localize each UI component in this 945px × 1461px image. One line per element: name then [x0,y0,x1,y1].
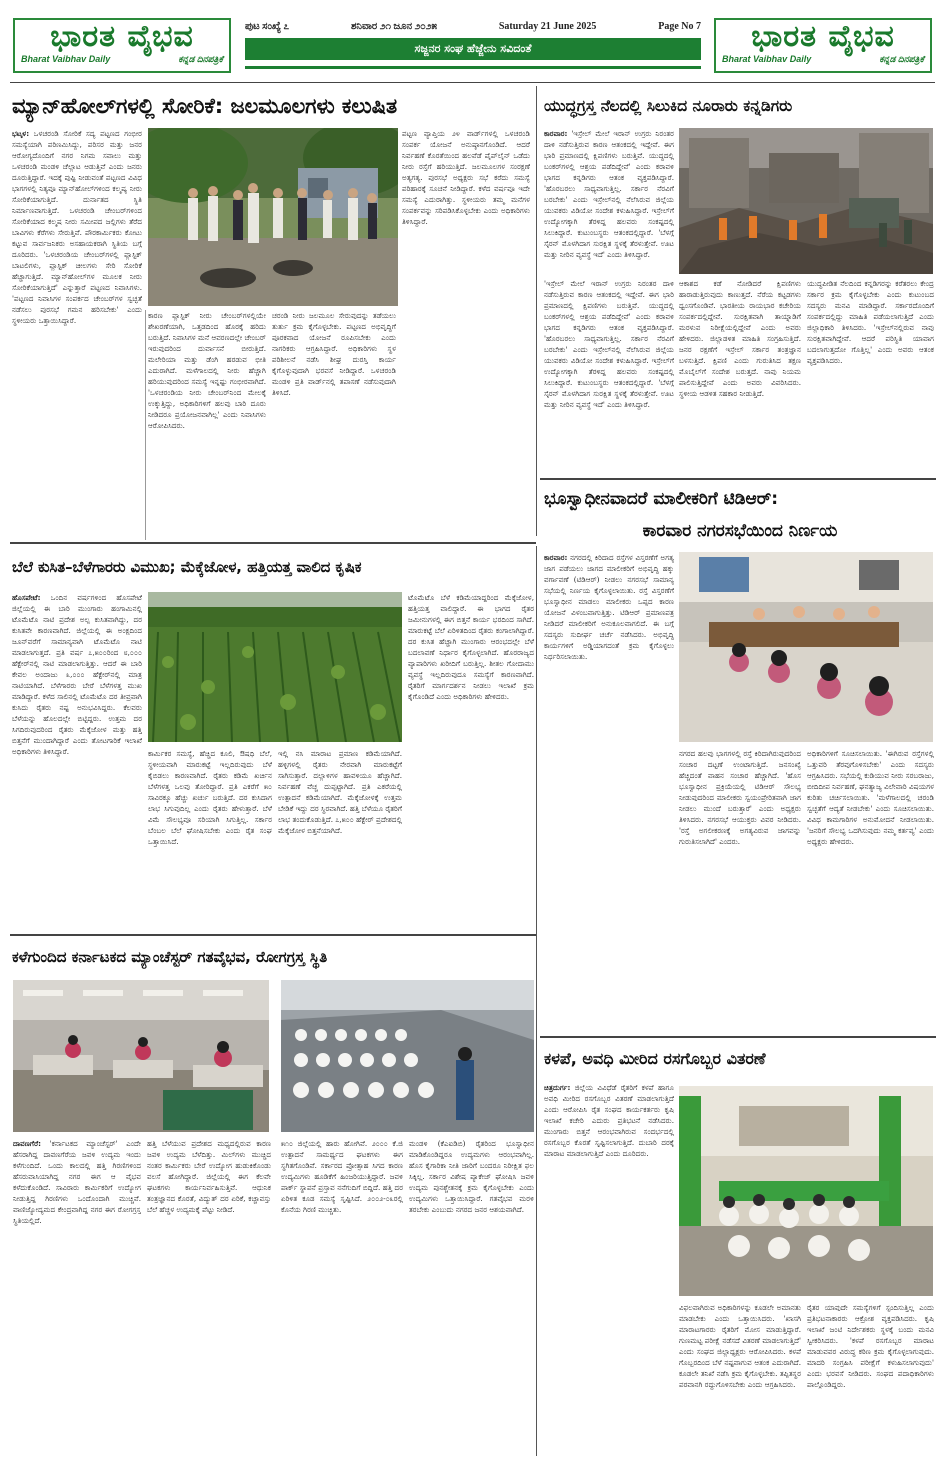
section-rule [10,934,536,936]
article-headline: ಮ್ಯಾನ್‌ಹೋಲ್‌ಗಳಲ್ಲಿ ಸೋರಿಕೆ: ಜಲಮೂಲಗಳು ಕಲುಷಿತ [12,93,398,118]
photo-spinning-mill [281,980,534,1132]
article-body-col2 [679,1302,801,1456]
date-english: Saturday 21 June 2025 [498,20,597,32]
article-dateline: ಕಾರವಾರ: [544,129,568,138]
logo-english: Bharat Vaibhav Daily [722,54,812,64]
article-body-col1 [544,128,674,276]
article-text: ರೈತರ ಯಾವುದೇ ಸಮಸ್ಯೆಗಳಿಗೆ ಸ್ಪಂದಿಸುತ್ತಿಲ್ಲ ಎಂದು ಪ್ರತಿಭಟನಾಕಾರರು ಆಕ್ರೋಶ ವ್ಯಕ್ತಪಡಿಸಿದರು. ಕೃಷಿ ಇಲಾಖೆ ಜಂಟಿ ನಿರ್ದೇಶಕರು ಸ್ಥಳಕ್ಕೆ ಬಂದು ಮನವಿ ಸ್ವೀಕರಿಸಿದರು. 'ಕಳಪೆ ರಸಗೊಬ್ಬರ ಮಾರಾಟ ಮಾಡುವವರ ವಿರುದ್ಧ ಕಠಿಣ ಕ್ರಮ ಕೈಗೊಳ್ಳಲಾಗುವುದು. ಮಾದರಿ ಸಂಗ್ರಹಿಸಿ ಪರೀಕ್ಷೆಗೆ ಕಳುಹಿಸಲಾಗುವುದು' ಎಂದು ಭರವಸೆ ನೀಡಿದರು. ಸಂಘದ ಪದಾಧಿಕಾರಿಗಳು ಪಾಲ್ಗೊಂಡಿದ್ದರು. [807,1303,934,1389]
article-body-col4 [408,592,534,930]
section-rule [10,542,536,544]
section-rule [540,478,936,480]
logo-kannada: ಕನ್ನಡ ದಿನಪತ್ರಿಕೆ [879,54,924,64]
manhole-street-photo [148,128,398,306]
article-headline: ಕಳೆಗುಂದಿದ ಕರ್ನಾಟಕದ ಮ್ಯಾಂಚೆಸ್ಟರ್ ಗತವೈಭವ, ರೋಗಗ್ರಸ್ತ ಸ್ಥಿತಿ [12,948,328,966]
article-text: ಆಕಾಶದ ಕಡೆ ನೋಡಿದರೆ ಕ್ಷಿಪಣಿಗಳು ಹಾರಾಡುತ್ತಿರುವುದು ಕಾಣುತ್ತದೆ. ನೆರೆಯ ಕಟ್ಟಡಗಳು ಧ್ವಂಸಗೊಂಡಿವೆ. ಭಾರತೀಯ ರಾಯಭಾರ ಕಚೇರಿಯ ಸಂಪರ್ಕದಲ್ಲಿದ್ದೇವೆ. ಸುರಕ್ಷಿತವಾಗಿ ತಾಯ್ನಾಡಿಗೆ ಮರಳುವ ನಿರೀಕ್ಷೆಯಲ್ಲಿದ್ದೇವೆ ಎಂದು ಅವರು ಹೇಳಿದರು. ಜಿಲ್ಲಾಡಳಿತ ಮಾಹಿತಿ ಸಂಗ್ರಹಿಸುತ್ತಿದೆ. [679,279,801,343]
article-dateline: ಭಟ್ಕಳ: [12,129,30,138]
article-text: ನಗರದಲ್ಲಿ ಕಿರಿದಾದ ರಸ್ತೆಗಳ ವಿಸ್ತರಣೆಗೆ ಅಗತ್ಯ ಜಾಗ ಪಡೆಯಲು ಜಾಗದ ಮಾಲೀಕರಿಗೆ ಅಭಿವೃದ್ಧಿ ಹಕ್ಕು ವರ್ಗಾವಣೆ (ಟಿಡಿಆರ್) ನೀಡಲು ನಗರಸಭೆ ಸಾಮಾನ್ಯ ಸಭೆಯಲ್ಲಿ ನಿರ್ಣಯ ಕೈಗೊಳ್ಳಲಾಯಿತು. ರಸ್ತೆ ವಿಸ್ತರಣೆಗೆ ಭೂಸ್ವಾಧೀನ ಮಾಡಲು ಮಾಲೀಕರು ಒಪ್ಪದ ಕಾರಣ ಯೋಜನೆ ವಿಳಂಬವಾಗುತ್ತಿತ್ತು. ಟಿಡಿಆರ್ ಪ್ರಮಾಣಪತ್ರ ನೀಡಿದರೆ ಮಾಲೀಕರಿಗೆ ಅನುಕೂಲವಾಗಲಿದೆ. ಈ ಬಗ್ಗೆ ಸದಸ್ಯರು ಸುದೀರ್ಘ ಚರ್ಚೆ ನಡೆಸಿದರು. ಅಭಿವೃದ್ಧಿ ಕಾರ್ಯಗಳಿಗೆ ಅಡ್ಡಿಯಾಗದಂತೆ ಕ್ರಮ ಕೈಗೊಳ್ಳಲು ನಿರ್ಧರಿಸಲಾಯಿತು. [544,553,674,661]
article-text: ಹತ್ತಿ ಬೆಳೆಯುವ ಪ್ರದೇಶದ ಮಧ್ಯದಲ್ಲಿರುವ ಕಾರಣ ಜವಳಿ ಉದ್ಯಮ ಬೆಳೆದಿತ್ತು. ಮಿಲ್‌ಗಳು ಮುಚ್ಚಿದ ನಂತರ ಕಾರ್ಮಿಕರು ಬೇರೆ ಉದ್ಯೋಗ ಹುಡುಕಿಕೊಂಡು ವಲಸೆ ಹೋಗಿದ್ದಾರೆ. ಜಿಲ್ಲೆಯಲ್ಲಿ ಈಗ ಕೆಲವೇ ಘಟಕಗಳು ಕಾರ್ಯನಿರ್ವಹಿಸುತ್ತಿವೆ. ಆಧುನಿಕ ತಂತ್ರಜ್ಞಾನದ ಕೊರತೆ, ವಿದ್ಯುತ್ ದರ ಏರಿಕೆ, ಕಚ್ಚಾವಸ್ತು ಬೆಲೆ ಹೆಚ್ಚಳ ಉದ್ಯಮಕ್ಕೆ ಪೆಟ್ಟು ನೀಡಿದೆ. [147,1139,271,1214]
article-subheadline: ಕಾರವಾರ ನಗರಸಭೆಯಿಂದ ನಿರ್ಣಯ [642,521,838,541]
page-number-kannada: ಪುಟ ಸಂಖ್ಯೆ ೭ [245,20,290,32]
article-text: ಅಧಿಕಾರಿಗಳಿಗೆ ಸೂಚಿಸಲಾಯಿತು. 'ಈಗಿರುವ ರಸ್ತೆಗಳಲ್ಲಿ ಒತ್ತುವರಿ ತೆರವುಗೊಳಿಸಬೇಕು' ಎಂದು ಸದಸ್ಯರು ಆಗ್ರಹಿಸಿದರು. ಸಭೆಯಲ್ಲಿ ಕುಡಿಯುವ ನೀರು ಸರಬರಾಜು, ಬೀದಿದೀಪ ನಿರ್ವಹಣೆ, ಘನತ್ಯಾಜ್ಯ ವಿಲೇವಾರಿ ವಿಷಯಗಳ ಕುರಿತು ಚರ್ಚಿಸಲಾಯಿತು. 'ಮಳೆಗಾಲದಲ್ಲಿ ಚರಂಡಿ ಸ್ವಚ್ಛತೆಗೆ ಆದ್ಯತೆ ನೀಡಬೇಕು' ಎಂದು ಸೂಚಿಸಲಾಯಿತು. ವಿವಿಧ ಕಾಮಗಾರಿಗಳ ಅನುಮೋದನೆ ನೀಡಲಾಯಿತು. 'ಜನರಿಗೆ ಸೌಲಭ್ಯ ಒದಗಿಸುವುದು ನಮ್ಮ ಕರ್ತವ್ಯ' ಎಂದು ಅಧ್ಯಕ್ಷರು ಹೇಳಿದರು. [807,749,934,846]
article-text: ಜನರ ರಕ್ಷಣೆಗೆ ಇಸ್ರೇಲ್ ಸರ್ಕಾರ ತಂತ್ರಜ್ಞಾನ ಬಳಸುತ್ತಿದೆ. ಕ್ಷಿಪಣಿ ಎಂದು ಗುರುತಿಸಿದ ತಕ್ಷಣ ಮೊಬೈಲ್‌ಗೆ ಸಂದೇಶ ಬರುತ್ತದೆ. ನಾವು ನಿಯಮ ಪಾಲಿಸುತ್ತಿದ್ದೇವೆ ಎಂದು ಅವರು ವಿವರಿಸಿದರು. ಸ್ಥಳೀಯ ಆಡಳಿತ ಸಹಕಾರ ನೀಡುತ್ತಿದೆ. [679,345,801,398]
article-body-col3 [807,1302,934,1456]
article-text: ಇಲ್ಲಿ ನಸಿ ಮಾರಾಟ ಪ್ರಮಾಣ ಕಡಿಮೆಯಾಗಿದೆ. ಹಳ್ಳಿಗಳಲ್ಲಿ ರೈತರು ನೇರವಾಗಿ ಮಾರುಕಟ್ಟೆಗೆ ಸಾಗಿಸುತ್ತಾರೆ. ದಲ್ಲಾಳಿಗಳ ಹಾವಳಿಯೂ ಹೆಚ್ಚಾಗಿದೆ. ನಿರ್ವಹಣೆ ವೆಚ್ಚ ದುಪ್ಪಟ್ಟಾಗಿದೆ. ಪ್ರತಿ ಎಕರೆಯಲ್ಲಿ ಉತ್ಪಾದನೆ ಕಡಿಮೆಯಾಗಿದೆ. ಮೆಕ್ಕೆಜೋಳಕ್ಕೆ ಉತ್ತಮ ಬೇಡಿಕೆ ಇದ್ದು ದರ ಸ್ಥಿರವಾಗಿದೆ. ಹತ್ತಿ ಬೆಳೆಯೂ ರೈತರಿಗೆ ಲಾಭ ತಂದುಕೊಡುತ್ತಿದೆ. ೭,೫೦೦ ಹೆಕ್ಟೇರ್ ಪ್ರದೇಶದಲ್ಲಿ ಮೆಕ್ಕೆಜೋಳ ಬಿತ್ತನೆಯಾಗಿದೆ. [278,749,402,835]
column-divider [145,310,146,540]
crop-field-photo [148,592,402,742]
article-headline: ಭೂಸ್ವಾಧೀನವಾದರೆ ಮಾಲೀಕರಿಗೆ ಟಿಡಿಆರ್: [544,489,778,509]
masthead-bottom-rule [10,82,935,83]
article-body-col3 [281,1138,403,1456]
date-strip [245,18,701,34]
article-body-col2 [147,1138,271,1456]
photo-garment-factory [13,980,269,1132]
council-meeting-photo [679,552,933,742]
article-text: 'ಇಸ್ರೇಲ್ ಮೇಲೆ ಇರಾನ್ ಉಗ್ರರು ನಿರಂತರ ದಾಳಿ ನಡೆಸುತ್ತಿರುವ ಕಾರಣ ಆತಂಕದಲ್ಲಿ ಇದ್ದೇವೆ. ಈಗ ಭಾರಿ ಪ್ರಮಾಣದಲ್ಲಿ ಕ್ಷಿಪಣಿಗಳು ಬರುತ್ತಿವೆ. ಯುದ್ಧದಲ್ಲಿ ಬಂಕರ್‌ಗಳಲ್ಲಿ ಆಶ್ರಯ ಪಡೆದಿದ್ದೇವೆ' ಎಂದು ಕರಾವಳಿ ಭಾಗದ ಕನ್ನಡಿಗರು ಆತಂಕ ವ್ಯಕ್ತಪಡಿಸಿದ್ದಾರೆ. 'ಹೊರಬರಲು ಸಾಧ್ಯವಾಗುತ್ತಿಲ್ಲ. ಸರ್ಕಾರ ನೆರವಿಗೆ ಬರಬೇಕು' ಎಂದು ಇಸ್ರೇಲ್‌ನಲ್ಲಿ ನೆಲೆಸಿರುವ ಜಿಲ್ಲೆಯ ಯುವಕರು ವಿಡಿಯೋ ಸಂದೇಶ ಕಳುಹಿಸಿದ್ದಾರೆ. ಇಸ್ರೇಲ್‌ಗೆ ಉದ್ಯೋಗಕ್ಕಾಗಿ ತೆರಳಿದ್ದ ಹಲವರು ಸಂಕಷ್ಟದಲ್ಲಿ ಸಿಲುಕಿದ್ದಾರೆ. ಕುಟುಂಬಸ್ಥರು ಆತಂಕದಲ್ಲಿದ್ದಾರೆ. 'ಬೆಳಗ್ಗೆ ಸೈರನ್ ಮೊಳಗಿದಾಗ ಸುರಕ್ಷಿತ ಸ್ಥಳಕ್ಕೆ ತೆರಳುತ್ತೇವೆ. ಊಟ ಮತ್ತು ನೀರಿನ ವ್ಯವಸ್ಥೆ ಇದೆ' ಎಂದು ತಿಳಿಸಿದ್ದಾರೆ. [544,129,674,259]
war-rubble-photo [679,128,933,274]
farmers-protest-photo [679,1086,933,1296]
photo-manhole [148,128,398,306]
article-text: ಮಂಡಳಿ (ಕೆಎಐಡಿಬಿ) ರೈತರಿಂದ ಭೂಸ್ವಾಧೀನ ಮಾಡಿಕೊಂಡಿದ್ದರೂ ಉದ್ಯಮಗಳು ಆರಂಭವಾಗಿಲ್ಲ. ಹೊಸ ಕೈಗಾರಿಕಾ ನೀತಿ ಜಾರಿಗೆ ಬಂದರೂ ನಿರೀಕ್ಷಿತ ಫಲ ಸಿಕ್ಕಿಲ್ಲ. ಸರ್ಕಾರ ವಿಶೇಷ ಪ್ಯಾಕೇಜ್ ಘೋಷಿಸಿ ಜವಳಿ ಉದ್ಯಮ ಪುನಶ್ಚೇತನಕ್ಕೆ ಕ್ರಮ ಕೈಗೊಳ್ಳಬೇಕು ಎಂದು ಉದ್ಯಮಿಗಳು ಒತ್ತಾಯಿಸಿದ್ದಾರೆ. ಗತವೈಭವ ಮರಳಿ ತರಬೇಕು ಎಂಬುದು ನಗರದ ಜನರ ಆಶಯವಾಗಿದೆ. [409,1139,534,1214]
article-headline: ಬೆಲೆ ಕುಸಿತ–ಬೆಳೆಗಾರರು ವಿಮುಖ; ಮೆಕ್ಕೆಜೋಳ, ಹತ್ತಿಯತ್ತ ವಾಲಿದ ಕೃಷಿಕ [12,558,362,576]
photo-farmers-protest [679,1086,933,1296]
masthead-rule [245,66,701,69]
spinning-mill-photo [281,980,534,1132]
article-body-col1 [13,1138,141,1456]
masthead-logo-left [13,18,231,73]
section-divider [536,546,537,1456]
article-text: ಚರಂಡಿ ನೀರು ಜಲಮೂಲ ಸೇರುವುದನ್ನು ತಡೆಯಲು ತುರ್ತು ಕ್ರಮ ಕೈಗೊಳ್ಳಬೇಕು. ಪಟ್ಟಣದ ಅಭಿವೃದ್ಧಿಗೆ ಪೂರಕವಾದ ಯೋಜನೆ ರೂಪಿಸಬೇಕು ಎಂದು ನಾಗರಿಕರು ಆಗ್ರಹಿಸಿದ್ದಾರೆ. ಅಧಿಕಾರಿಗಳು ಸ್ಥಳ ಪರಿಶೀಲನೆ ನಡೆಸಿ ಶೀಘ್ರ ದುರಸ್ತಿ ಕಾರ್ಯ ಕೈಗೊಳ್ಳುವುದಾಗಿ ಭರವಸೆ ನೀಡಿದ್ದಾರೆ. ಒಳಚರಂಡಿ ಮಂಡಳಿ ಪ್ರತಿ ವಾರ್ಡ್‌ನಲ್ಲಿ ತಪಾಸಣೆ ನಡೆಸುವುದಾಗಿ ತಿಳಿಸಿದೆ. [272,311,396,397]
article-dateline: ಚಿತ್ರದುರ್ಗ: [544,1083,571,1092]
section-divider [536,86,537,536]
article-body-col3 [278,748,402,930]
article-body-col1 [12,592,142,930]
article-body-col2 [148,310,266,540]
article-text: ಒಳಚರಂಡಿ ಸೋರಿಕೆ ಸದ್ಯ ಪಟ್ಟಣದ ಗಂಭೀರ ಸಮಸ್ಯೆಯಾಗಿ ಪರಿಣಮಿಸಿದ್ದು, ಪರಿಸರ ಮತ್ತು ಜನರ ಆರೋಗ್ಯದೊಂದಿಗೆ ನಗರ ನಿಗಮ ಸವಾಲು ಮತ್ತು ಒಳಚರಂಡಿ ಮಂಡಳಿ ಚೆಲ್ಲಾಟ ಆಡುತ್ತಿವೆ ಎಂದು ಜನರು ದೂರುತ್ತಿದ್ದಾರೆ. ಇದಕ್ಕೆ ಪುಷ್ಟಿ ನೀಡುವಂತೆ ಪಟ್ಟಣದ ವಿವಿಧ ಭಾಗಗಳಲ್ಲಿ ನಿತ್ಯವೂ ಮ್ಯಾನ್‌ಹೋಲ್‌ಗಳಿಂದ ಕಲ್ಮಷ್ಯ ನೀರು ಸೋರಿಕೆಯಾಗುತ್ತಿದೆ. ದುರ್ನಾತದ ಸ್ಥಿತಿ ನಿರ್ಮಾಣವಾಗುತ್ತಿದೆ. ಒಳಚರಂಡಿ ಚೇಂಬರ್‌ಗಳಿಂದ ಸೋರಿಕೆಯಾದ ಕಲ್ಮಷ ನೀರು ಸಮೀಪದ ಜಲ್ಲಿಗಳು ತೆರೆದ ಬಾವಿಗಳು ಕೆರೆಗಳು ಸೇರುತ್ತಿವೆ. ಪೌರಕಾರ್ಮಿಕರು ಕೋಟು ಕಟ್ಟುವ ಸಾರ್ವಜನಿಕರು ಅಸಹಾಯಕರಾಗಿ ಸ್ಥಿತಿಯ ಬಗ್ಗೆ ದೂರಿದರು. 'ಒಳಚರಂಡಿಯ ಚೇಂಬರ್‌ಗಳಲ್ಲಿ ಪ್ಲಾಸ್ಟಿಕ್ ಬಾಟಲಿಗಳು, ಪ್ಲಾಸ್ಟಿಕ್ ಚೀಲಗಳು ಸೇರಿ ಸೋರಿಕೆ ಹೆಚ್ಚಾಗುತ್ತಿದೆ. ಮ್ಯಾನ್‌ಹೋಲ್‌ಗಳ ಮೂಲಕ ನೀರು ಸೋರಿಕೆಯಾಗುತ್ತಿದೆ' ಎನ್ನುತ್ತಾರೆ ಪಟ್ಟಣದ ನಿವಾಸಿಗಳು. 'ಪಟ್ಟಣದ ನಿವಾಸಿಗಳ ಸಂಪರ್ಕದ ಚೇಂಬರ್‌ಗಳ ಸ್ವಚ್ಛತೆ ನಡೆಸಲು ಪುರಸಭೆ ಗಮನ ಹರಿಸಬೇಕು' ಎಂದು ಸ್ಥಳೀಯರು ಒತ್ತಾಯಿಸಿದ್ದಾರೆ. [12,129,142,325]
masthead-logo-right [714,18,932,73]
logo-title: ಭಾರತ ವೈಭವ [50,19,194,54]
masthead-tagline [245,38,701,60]
photo-council-meeting [679,552,933,742]
article-text: ಟೊಮೆಟೊ ಬೆಳೆ ಕಡಿಮೆಯಾದ್ದರಿಂದ ಮೆಕ್ಕೆಜೋಳ, ಹತ್ತಿಯತ್ತ ವಾಲಿದ್ದಾರೆ. ಈ ಭಾಗದ ರೈತರ ಜಮೀನುಗಳಲ್ಲಿ ಈಗ ಬಿತ್ತನೆ ಕಾರ್ಯ ಭರದಿಂದ ಸಾಗಿದೆ. ಮಾರುಕಟ್ಟೆ ಬೆಲೆ ಏರಿಳಿತದಿಂದ ರೈತರು ಕಂಗಾಲಾಗಿದ್ದಾರೆ. ದರ ಕುಸಿತ ಹೆಚ್ಚಾಗಿ ಮುಂಗಾರು ಆರಂಭದಲ್ಲೇ ಬೆಳೆ ಬದಲಾವಣೆ ನಿರ್ಧಾರ ಕೈಗೊಳ್ಳಲಾಗಿದೆ. ಹೊರರಾಜ್ಯದ ವ್ಯಾಪಾರಿಗಳು ಖರೀದಿಗೆ ಬರುತ್ತಿಲ್ಲ. ಶೀತಲ ಗೋದಾಮು ವ್ಯವಸ್ಥೆ ಇಲ್ಲದಿರುವುದೂ ಸಮಸ್ಯೆಗೆ ಕಾರಣವಾಗಿದೆ. ರೈತರಿಗೆ ಮಾರ್ಗದರ್ಶನ ನೀಡಲು ಇಲಾಖೆ ಕ್ರಮ ಕೈಗೊಂಡಿದೆ ಎಂದು ಅಧಿಕಾರಿಗಳು ಹೇಳಿದರು. [408,593,534,701]
article-text: ಒಂದಿನ ವರ್ಷಗಳಿಂದ ಹೊಸಪೇಟೆ ಜಿಲ್ಲೆಯಲ್ಲಿ ಈ ಬಾರಿ ಮುಂಗಾರು ಹಂಗಾಮಿನಲ್ಲಿ ಟೊಮೆಟೊ ನಾಟಿ ಪ್ರದೇಶ ಅಲ್ಪ ಕುಸಿತವಾಗಿದ್ದು, ದರ ಕುಸಿತವೇ ಕಾರಣವಾಗಿದೆ. ಜಿಲ್ಲೆಯಲ್ಲಿ ಈ ಅಂಕ್ಷದಿಂದ ಜೂನ್‌ವರೆಗೆ ಸಾಮಾನ್ಯವಾಗಿ ಟೊಮೆಟೊ ನಾಟಿ ಮಾಡಲಾಗುತ್ತದೆ. ಪ್ರತಿ ವರ್ಷ ೭,೫೦೦ರಿಂದ ೮,೦೦೦ ಹೆಕ್ಟೇರ್‌ನಲ್ಲಿ ನಾಟಿ ಮಾಡಲಾಗುತ್ತಿತ್ತು. ಆದರೆ ಈ ಬಾರಿ ಕೇವಲ ಅಂದಾಜು ೩,೦೦೦ ಹೆಕ್ಟೇರ್‌ನಲ್ಲಿ ಮಾತ್ರ ನಾಟಿಯಾಗಿದೆ. ಬೆಳೆಗಾರರು ಬೇರೆ ಬೆಳೆಗಳತ್ತ ಮುಖ ಮಾಡಿದ್ದಾರೆ. ಕಳೆದ ಸಾಲಿನಲ್ಲಿ ಟೊಮೆಟೊ ದರ ತೀವ್ರವಾಗಿ ಕುಸಿದು ರೈತರು ನಷ್ಟ ಅನುಭವಿಸಿದ್ದರು. ಕೆಲವರು ಬೆಳೆಯನ್ನು ಹೊಲದಲ್ಲೇ ಬಿಟ್ಟಿದ್ದರು. ಉತ್ತಮ ದರ ಸಿಗದಿರುವುದರಿಂದ ರೈತರು ಮೆಕ್ಕೆಜೋಳ ಮತ್ತು ಹತ್ತಿ ಬಿತ್ತನೆಗೆ ಮುಂದಾಗಿದ್ದಾರೆ ಎಂದು ತೋಟಗಾರಿಕೆ ಇಲಾಖೆ ಅಧಿಕಾರಿಗಳು ತಿಳಿಸಿದ್ದಾರೆ. [12,593,142,756]
article-body-col3 [807,748,934,940]
article-body-col1 [544,1082,674,1456]
article-text: ೫೧೦ ಜಿಲ್ಲೆಯಲ್ಲಿ ಹಾರು ಹೋಗಿವೆ. ೨೦೦೦ ಕೆ.ಜಿ ಉತ್ಪಾದನೆ ಸಾಮರ್ಥ್ಯದ ಘಟಕಗಳು ಈಗ ಸ್ಥಗಿತಗೊಂಡಿವೆ. ಸರ್ಕಾರದ ಪ್ರೋತ್ಸಾಹ ಸಿಗದ ಕಾರಣ ಉದ್ಯಮಿಗಳು ಹೂಡಿಕೆಗೆ ಹಿಂಜರಿಯುತ್ತಿದ್ದಾರೆ. ಜವಳಿ ಪಾರ್ಕ್ ಸ್ಥಾಪನೆ ಪ್ರಸ್ತಾವ ನನೆಗುದಿಗೆ ಬಿದ್ದಿದೆ. ಹತ್ತಿ ದರ ಏರಿಳಿತ ಕೂಡ ಸಮಸ್ಯೆ ಸೃಷ್ಟಿಸಿದೆ. ೨೦೦೨-೦೩ರಲ್ಲಿ ಕೊನೆಯ ಗಿರಣಿ ಮುಚ್ಚಿತು. [281,1139,403,1214]
logo-english: Bharat Vaibhav Daily [21,54,111,64]
article-dateline: ದಾವಣಗೆರೆ: [13,1139,42,1148]
article-dateline: ಕಾರವಾರ: [544,553,568,562]
garment-factory-photo [13,980,269,1132]
article-text: ಜಿಲ್ಲೆಯ ವಿವಿಧೆಡೆ ರೈತರಿಗೆ ಕಳಪೆ ಹಾಗೂ ಅವಧಿ ಮೀರಿದ ರಸಗೊಬ್ಬರ ವಿತರಣೆ ಮಾಡಲಾಗುತ್ತಿದೆ ಎಂದು ಆರೋಪಿಸಿ ರೈತ ಸಂಘದ ಕಾರ್ಯಕರ್ತರು ಕೃಷಿ ಇಲಾಖೆ ಕಚೇರಿ ಎದುರು ಪ್ರತಿಭಟನೆ ನಡೆಸಿದರು. ಮುಂಗಾರು ಬಿತ್ತನೆ ಆರಂಭವಾಗಿರುವ ಸಂದರ್ಭದಲ್ಲಿ ರಸಗೊಬ್ಬರ ಕೊರತೆ ಸೃಷ್ಟಿಸಲಾಗುತ್ತಿದೆ. ದುಬಾರಿ ದರಕ್ಕೆ ಮಾರಾಟ ಮಾಡಲಾಗುತ್ತಿದೆ ಎಂದು ದೂರಿದರು. [544,1083,674,1158]
logo-title: ಭಾರತ ವೈಭವ [751,19,895,54]
article-body-col4 [409,1138,534,1456]
article-headline: ಯುದ್ಧಗ್ರಸ್ತ ನೆಲದಲ್ಲಿ ಸಿಲುಕಿದ ನೂರಾರು ಕನ್ನಡಿಗರು [544,96,793,115]
article-text: ವಿಫಲವಾಗಿರುವ ಅಧಿಕಾರಿಗಳನ್ನು ಕೂಡಲೇ ಅಮಾನತು ಮಾಡಬೇಕು ಎಂದು ಒತ್ತಾಯಿಸಿದರು. 'ಖಾಸಗಿ ಮಾರಾಟಗಾರರು ರೈತರಿಗೆ ಮೋಸ ಮಾಡುತ್ತಿದ್ದಾರೆ. ಗುಣಮಟ್ಟ ಪರೀಕ್ಷೆ ನಡೆಸದೆ ವಿತರಣೆ ಮಾಡಲಾಗುತ್ತಿದೆ' ಎಂದು ಸಂಘದ ಜಿಲ್ಲಾಧ್ಯಕ್ಷರು ಆರೋಪಿಸಿದರು. ಕಳಪೆ ಗೊಬ್ಬರದಿಂದ ಬೆಳೆ ನಷ್ಟವಾಗುವ ಆತಂಕ ಎದುರಾಗಿದೆ. ಕೂಡಲೇ ತನಿಖೆ ನಡೆಸಿ ಕ್ರಮ ಕೈಗೊಳ್ಳಬೇಕು. ತಪ್ಪಿತಸ್ಥರ ಪರವಾನಗಿ ರದ್ದುಗೊಳಿಸಬೇಕು ಎಂದು ಆಗ್ರಹಿಸಿದರು. [679,1303,801,1389]
logo-kannada: ಕನ್ನಡ ದಿನಪತ್ರಿಕೆ [178,54,223,64]
article-body-col4 [402,128,530,540]
article-body-col2 [148,748,272,930]
article-text: ಪಟ್ಟಣ ವ್ಯಾಪ್ತಿಯ ೨೪ ವಾರ್ಡ್‌ಗಳಲ್ಲಿ ಒಳಚರಂಡಿ ಸಂಪರ್ಕ ಯೋಜನೆ ಅನುಷ್ಠಾನಗೊಂಡಿದೆ. ಆದರೆ ನಿರ್ವಹಣೆ ಕೊರತೆಯಿಂದ ಹಲವೆಡೆ ಪೈಪ್‌ಲೈನ್ ಒಡೆದು ನೀರು ರಸ್ತೆಗೆ ಹರಿಯುತ್ತಿದೆ. ಜಲಮೂಲಗಳ ಸಂರಕ್ಷಣೆ ಅತ್ಯಗತ್ಯ. ಪುರಸಭೆ ಅಧ್ಯಕ್ಷರು ಸಭೆ ಕರೆದು ಸಮಸ್ಯೆ ಪರಿಹಾರಕ್ಕೆ ಸೂಚನೆ ನೀಡಿದ್ದಾರೆ. ಕಳೆದ ವರ್ಷವೂ ಇದೇ ಸಮಸ್ಯೆ ಎದುರಾಗಿತ್ತು. ಸ್ಥಳೀಯರು ತಮ್ಮ ಮನೆಗಳ ಸಂಪರ್ಕವನ್ನು ಸರಿಪಡಿಸಿಕೊಳ್ಳಬೇಕು ಎಂದು ಅಧಿಕಾರಿಗಳು ತಿಳಿಸಿದ್ದಾರೆ. [402,129,530,226]
photo-crop-field [148,592,402,742]
tagline-text: ಸಜ್ಜನರ ಸಂಘ ಹೆಜ್ಜೇನು ಸವಿದಂತೆ [414,42,532,55]
article-text: ಕಾರಣ ಪ್ಲಾಸ್ಟಿಕ್ ನೀರು ಚೇಂಬರ್‌ಗಳಲ್ಲಿಯೇ ಶೇಖರಣೆಯಾಗಿ, ಒತ್ತಡದಿಂದ ಹೊರಕ್ಕೆ ಹರಿದು ಬರುತ್ತಿದೆ. ನಿವಾಸಿಗಳ ಮನೆ ಆವರಣದಲ್ಲೇ ಚೇಂಬರ್ ಇರುವುದರಿಂದ ದುರ್ವಾಸನೆ ಬೀರುತ್ತಿದೆ. ಮಲೇರಿಯಾ ಮತ್ತು ಡೆಂಗಿ ಹರಡುವ ಭೀತಿ ಎದುರಾಗಿದೆ. ಮಳೆಗಾಲದಲ್ಲಿ ನೀರು ಹೆಚ್ಚಾಗಿ ಹರಿಯುವುದರಿಂದ ಸಮಸ್ಯೆ ಇನ್ನಷ್ಟು ಗಂಭೀರವಾಗಿದೆ. 'ಒಳಚರಂಡಿಯ ನೀರು ಚೇಂಬರ್‌ನಿಂದ ಮೇಲಕ್ಕೆ ಉಕ್ಕುತ್ತಿದ್ದು, ಅಧಿಕಾರಿಗಳಿಗೆ ಹಲವು ಬಾರಿ ದೂರು ನೀಡಿದರೂ ಪ್ರಯೋಜನವಾಗಿಲ್ಲ' ಎಂದು ನಿವಾಸಿಗಳು ಆರೋಪಿಸಿದರು. [148,311,266,430]
article-text: ನಗರದ ಹಲವು ಭಾಗಗಳಲ್ಲಿ ರಸ್ತೆ ಕಿರಿದಾಗಿರುವುದರಿಂದ ಸಂಚಾರ ದಟ್ಟಣೆ ಉಂಟಾಗುತ್ತಿದೆ. ಜನಸಂಖ್ಯೆ ಹೆಚ್ಚಿದಂತೆ ವಾಹನ ಸಂಚಾರ ಹೆಚ್ಚಾಗಿದೆ. 'ಹೊಸ ಭೂಸ್ವಾಧೀನ ಪ್ರಕ್ರಿಯೆಯಲ್ಲಿ ಟಿಡಿಆರ್ ಸೌಲಭ್ಯ ನೀಡುವುದರಿಂದ ಮಾಲೀಕರು ಸ್ವಯಂಪ್ರೇರಿತವಾಗಿ ಜಾಗ ನೀಡಲು ಮುಂದೆ ಬರುತ್ತಾರೆ' ಎಂದು ಅಧ್ಯಕ್ಷರು ತಿಳಿಸಿದರು. ನಗರಸಭೆ ಆಯುಕ್ತರು ವಿವರ ನೀಡಿದರು. 'ರಸ್ತೆ ಅಗಲೀಕರಣಕ್ಕೆ ಅಗತ್ಯವಿರುವ ಜಾಗವನ್ನು ಗುರುತಿಸಲಾಗಿದೆ' ಎಂದರು. [679,749,801,846]
date-kannada: ಶನಿವಾರ ೨೧ ಜೂನ ೨೦೨೫ [350,20,437,32]
article-body-col2 [679,748,801,940]
article-text: 'ಇಸ್ರೇಲ್ ಮೇಲೆ ಇರಾನ್ ಉಗ್ರರು ನಿರಂತರ ದಾಳಿ ನಡೆಸುತ್ತಿರುವ ಕಾರಣ ಆತಂಕದಲ್ಲಿ ಇದ್ದೇವೆ. ಈಗ ಭಾರಿ ಪ್ರಮಾಣದಲ್ಲಿ ಕ್ಷಿಪಣಿಗಳು ಬರುತ್ತಿವೆ. ಯುದ್ಧದಲ್ಲಿ ಬಂಕರ್‌ಗಳಲ್ಲಿ ಆಶ್ರಯ ಪಡೆದಿದ್ದೇವೆ' ಎಂದು ಕರಾವಳಿ ಭಾಗದ ಕನ್ನಡಿಗರು ಆತಂಕ ವ್ಯಕ್ತಪಡಿಸಿದ್ದಾರೆ. 'ಹೊರಬರಲು ಸಾಧ್ಯವಾಗುತ್ತಿಲ್ಲ. ಸರ್ಕಾರ ನೆರವಿಗೆ ಬರಬೇಕು' ಎಂದು ಇಸ್ರೇಲ್‌ನಲ್ಲಿ ನೆಲೆಸಿರುವ ಜಿಲ್ಲೆಯ ಯುವಕರು ವಿಡಿಯೋ ಸಂದೇಶ ಕಳುಹಿಸಿದ್ದಾರೆ. ಇಸ್ರೇಲ್‌ಗೆ ಉದ್ಯೋಗಕ್ಕಾಗಿ ತೆರಳಿದ್ದ ಹಲವರು ಸಂಕಷ್ಟದಲ್ಲಿ ಸಿಲುಕಿದ್ದಾರೆ. ಕುಟುಂಬಸ್ಥರು ಆತಂಕದಲ್ಲಿದ್ದಾರೆ. 'ಬೆಳಗ್ಗೆ ಸೈರನ್ ಮೊಳಗಿದಾಗ ಸುರಕ್ಷಿತ ಸ್ಥಳಕ್ಕೆ ತೆರಳುತ್ತೇವೆ. ಊಟ ಮತ್ತು ನೀರಿನ ವ್ಯವಸ್ಥೆ ಇದೆ' ಎಂದು ತಿಳಿಸಿದ್ದಾರೆ. [544,279,674,409]
article-text: 'ಕರ್ನಾಟಕದ ಮ್ಯಾಂಚೆಸ್ಟರ್' ಎಂದೇ ಹೆಸರಾಗಿದ್ದ ದಾವಣಗೆರೆಯ ಜವಳಿ ಉದ್ಯಮ ಇಂದು ಕಳೆಗುಂದಿದೆ. ಒಂದು ಕಾಲದಲ್ಲಿ ಹತ್ತಿ ಗಿರಣಿಗಳಿಂದ ಹೆಸರುವಾಸಿಯಾಗಿದ್ದ ನಗರ ಈಗ ಆ ವೈಭವ ಕಳೆದುಕೊಂಡಿದೆ. ಸಾವಿರಾರು ಕಾರ್ಮಿಕರಿಗೆ ಉದ್ಯೋಗ ನೀಡುತ್ತಿದ್ದ ಗಿರಣಿಗಳು ಒಂದೊಂದಾಗಿ ಮುಚ್ಚಿವೆ. ವಾಣಿಜ್ಯೋದ್ಯಮದ ಕೇಂದ್ರವಾಗಿದ್ದ ನಗರ ಈಗ ರೋಗಗ್ರಸ್ತ ಸ್ಥಿತಿಯಲ್ಲಿದೆ. [13,1139,141,1225]
article-body-col1 [12,128,142,540]
page-number: Page No 7 [658,20,701,32]
photo-war-rubble [679,128,933,274]
article-dateline: ಹೊಸಪೇಟೆ: [12,593,41,602]
article-headline: ಕಳಪೆ, ಅವಧಿ ಮೀರಿದ ರಸಗೊಬ್ಬರ ವಿತರಣೆ [544,1049,766,1068]
section-rule [540,1036,936,1038]
article-body-col3 [272,310,396,540]
article-text: ಯುದ್ಧಪೀಡಿತ ನೆಲದಿಂದ ಕನ್ನಡಿಗರನ್ನು ಕರೆತರಲು ಕೇಂದ್ರ ಸರ್ಕಾರ ಕ್ರಮ ಕೈಗೊಳ್ಳಬೇಕು ಎಂದು ಕುಟುಂಬದ ಸದಸ್ಯರು ಮನವಿ ಮಾಡಿದ್ದಾರೆ. ಸರ್ಕಾರದೊಂದಿಗೆ ಸಂಪರ್ಕದಲ್ಲಿದ್ದು ಮಾಹಿತಿ ಪಡೆಯಲಾಗುತ್ತಿದೆ ಎಂದು ಜಿಲ್ಲಾಧಿಕಾರಿ ತಿಳಿಸಿದರು. 'ಇಸ್ರೇಲ್‌ನಲ್ಲಿರುವ ನಾವು ಸುರಕ್ಷಿತವಾಗಿದ್ದೇವೆ. ಆದರೆ ಪರಿಸ್ಥಿತಿ ಯಾವಾಗ ಬದಲಾಗುತ್ತದೋ ಗೊತ್ತಿಲ್ಲ' ಎಂದು ಅವರು ಆತಂಕ ವ್ಯಕ್ತಪಡಿಸಿದರು. [807,279,934,365]
article-text: ಕಾರ್ಮಿಕರ ಸಮಸ್ಯೆ, ಹೆಚ್ಚಿದ ಕೂಲಿ, ಔಷಧಿ ಬೆಲೆ, ಸ್ಥಳೀಯವಾಗಿ ಮಾರುಕಟ್ಟೆ ಇಲ್ಲದಿರುವುದು ಬೆಳೆ ಕೈಬಿಡಲು ಕಾರಣವಾಗಿದೆ. ರೈತರು ಕಡಿಮೆ ಖರ್ಚಿನ ಬೆಳೆಗಳತ್ತ ಒಲವು ತೋರಿದ್ದಾರೆ. ಪ್ರತಿ ಎಕರೆಗೆ ೫೦ ಸಾವಿರಕ್ಕೂ ಹೆಚ್ಚು ಖರ್ಚು ಬರುತ್ತಿದೆ. ದರ ಕುಸಿದಾಗ ಲಾಭ ಸಿಗುವುದಿಲ್ಲ ಎಂದು ರೈತರು ಹೇಳುತ್ತಾರೆ. ಬೆಳೆ ವಿಮೆ ಸೌಲಭ್ಯವೂ ಸರಿಯಾಗಿ ಸಿಗುತ್ತಿಲ್ಲ. ಸರ್ಕಾರ ಬೆಂಬಲ ಬೆಲೆ ಘೋಷಿಸಬೇಕು ಎಂದು ರೈತ ಸಂಘ ಒತ್ತಾಯಿಸಿದೆ. [148,749,272,846]
article-body-col1 [544,552,674,940]
